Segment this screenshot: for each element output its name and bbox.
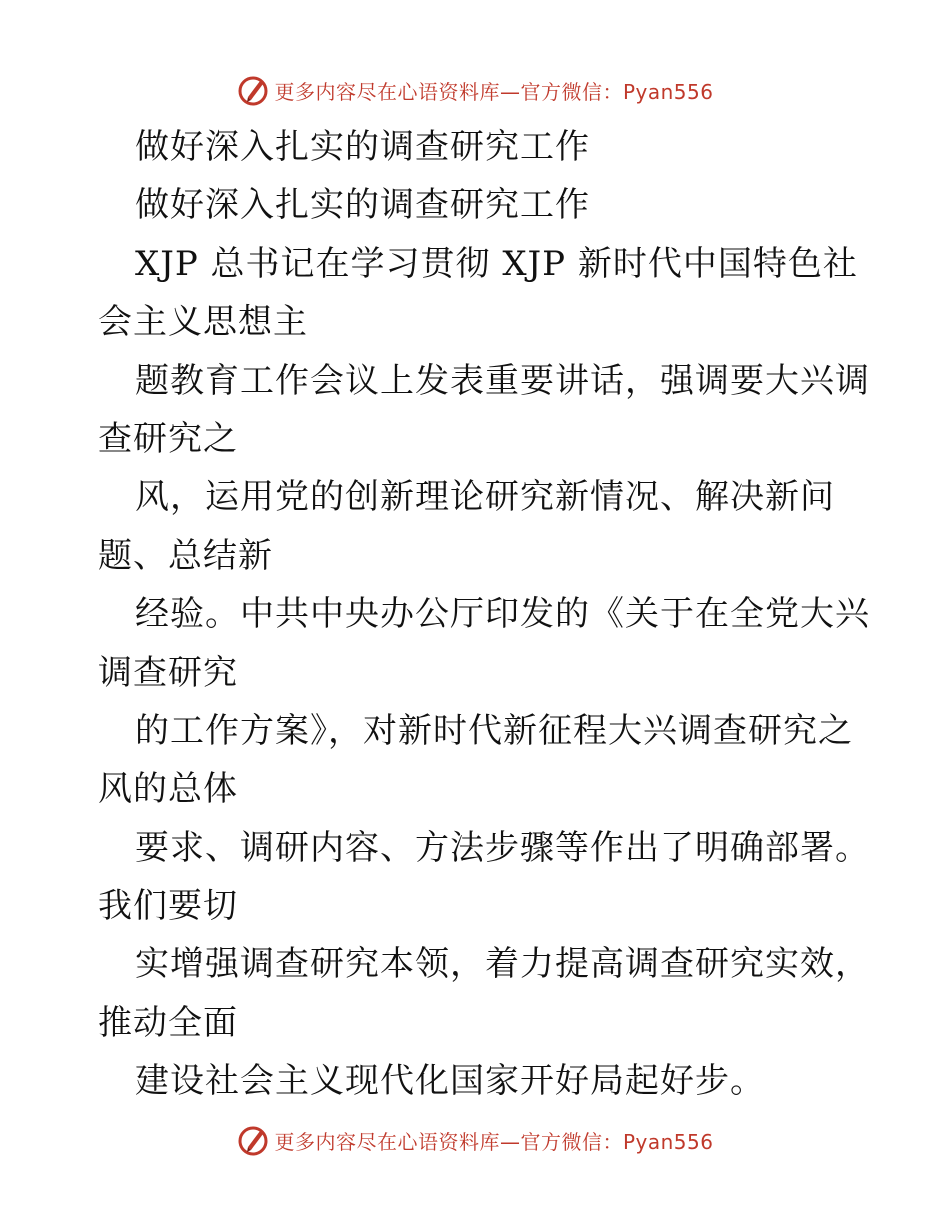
text-line: 风，运用党的创新理论研究新情况、解决新问 bbox=[135, 477, 835, 518]
text-line: 题教育工作会议上发表重要讲话，强调要大兴调 bbox=[135, 360, 870, 401]
text-line: 做好深入扎实的调查研究工作 bbox=[135, 185, 590, 226]
text-line: 查研究之 bbox=[98, 418, 238, 459]
pen-circle-logo-icon bbox=[236, 1123, 270, 1157]
text-line: 做好深入扎实的调查研究工作 bbox=[135, 127, 590, 167]
text-line: 建设社会主义现代化国家开好局起好步。 bbox=[135, 1061, 765, 1102]
text-line: 我们要切 bbox=[98, 886, 238, 927]
text-line: 风的总体 bbox=[98, 769, 238, 810]
text-line: 推动全面 bbox=[98, 1002, 238, 1043]
text-line: 实增强调查研究本领，着力提高调查研究实效， bbox=[135, 944, 870, 985]
banner-text: 更多内容尽在心语资料库—官方微信：Pyan556 bbox=[274, 79, 714, 104]
header-banner bbox=[0, 70, 950, 110]
text-line: 经验。中共中央办公厅印发的《关于在全党大兴 bbox=[135, 594, 870, 635]
text-line: 要求、调研内容、方法步骤等作出了明确部署。 bbox=[135, 827, 870, 868]
text-line: 题、总结新 bbox=[98, 535, 273, 576]
banner-text: 更多内容尽在心语资料库—官方微信：Pyan556 bbox=[274, 1129, 714, 1154]
text-line: XJP 总书记在学习贯彻 XJP 新时代中国特色社 bbox=[135, 243, 858, 284]
document-body bbox=[98, 118, 870, 1111]
pen-circle-logo-icon bbox=[236, 73, 270, 107]
text-line: 会主义思想主 bbox=[98, 302, 308, 343]
footer-banner bbox=[0, 1120, 950, 1160]
text-line: 调查研究 bbox=[98, 652, 238, 693]
text-line: 的工作方案》，对新时代新征程大兴调查研究之 bbox=[135, 710, 853, 751]
